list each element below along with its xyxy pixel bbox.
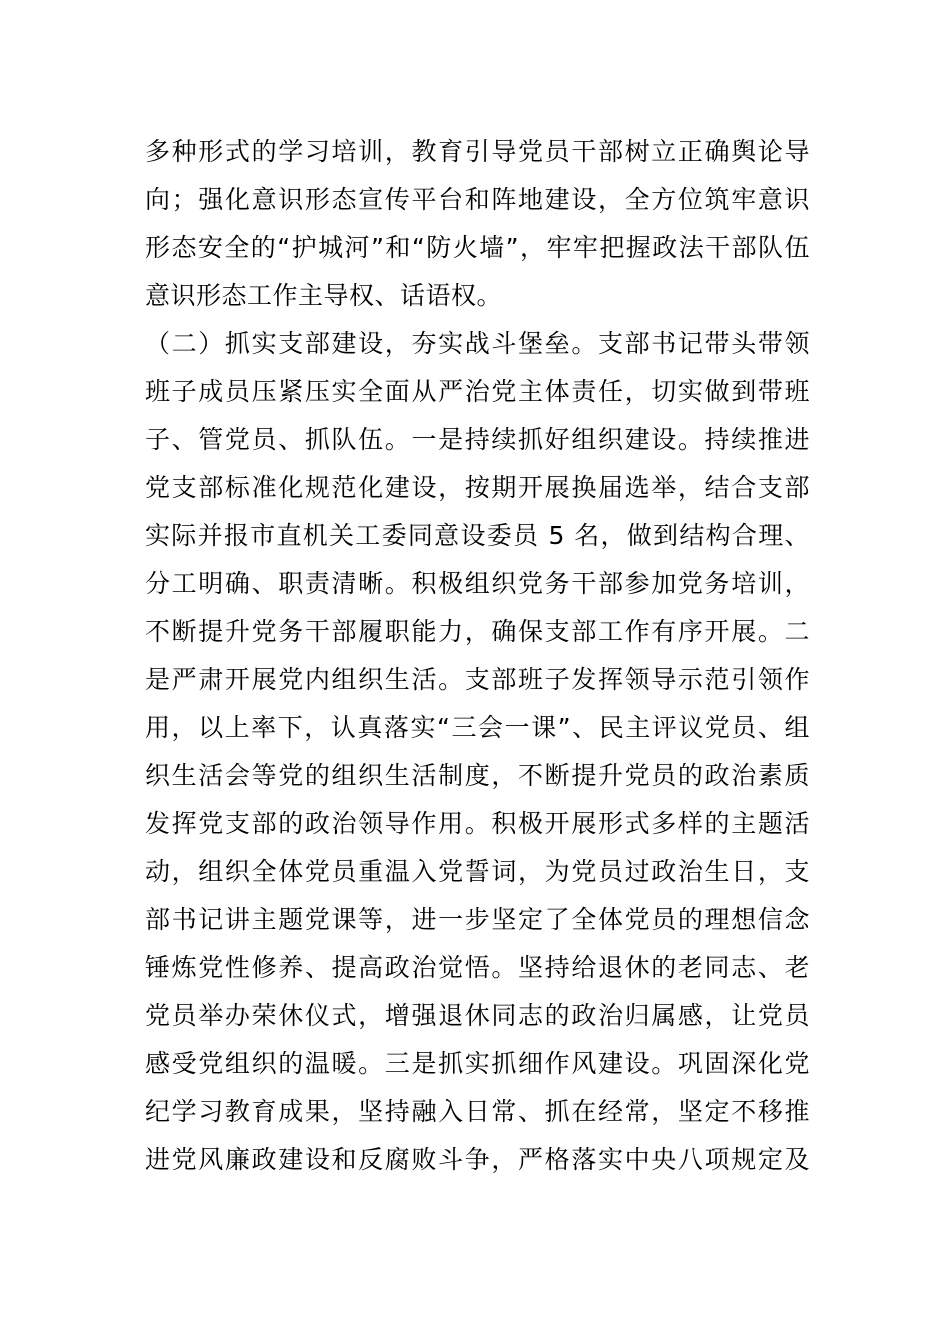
text-line: 多种形式的学习培训，教育引导党员干部树立正确舆论导 [145,137,810,166]
body-text [145,128,810,1184]
text-line: 党员举办荣休仪式，增强退休同志的政治归属感，让党员 [145,1001,810,1030]
text-line: 班子成员压紧压实全面从严治党主体责任，切实做到带班 [145,377,810,406]
text-line: 子、管党员、抓队伍。一是持续抓好组织建设。持续推进 [145,425,810,454]
text-line: 是严肃开展党内组织生活。支部班子发挥领导示范引领作 [145,665,810,694]
text-line: 向；强化意识形态宣传平台和阵地建设，全方位筑牢意识 [145,185,810,214]
text-line: 分工明确、职责清晰。积极组织党务干部参加党务培训， [145,569,810,598]
text-line: 织生活会等党的组织生活制度，不断提升党员的政治素质 [145,761,810,790]
text-line: 感受党组织的温暖。三是抓实抓细作风建设。巩固深化党 [145,1049,810,1078]
text-line: 不断提升党务干部履职能力，确保支部工作有序开展。二 [145,617,810,646]
text-line: 锤炼党性修养、提高政治觉悟。坚持给退休的老同志、老 [145,953,810,982]
text-line: 发挥党支部的政治领导作用。积极开展形式多样的主题活 [145,809,810,838]
text-line: 动，组织全体党员重温入党誓词，为党员过政治生日，支 [145,857,810,886]
text-line: 党支部标准化规范化建设，按期开展换届选举，结合支部 [145,473,810,502]
text-line: 用，以上率下，认真落实“三会一课”、民主评议党员、组 [145,713,810,742]
text-line: （二）抓实支部建设，夯实战斗堡垒。支部书记带头带领 [145,329,810,358]
text-line: 意识形态工作主导权、话语权。 [145,281,503,310]
text-line: 进党风廉政建设和反腐败斗争，严格落实中央八项规定及 [145,1145,810,1174]
text-line: 实际并报市直机关工委同意设委员 5 名，做到结构合理、 [145,521,810,550]
text-line: 部书记讲主题党课等，进一步坚定了全体党员的理想信念 [145,905,810,934]
text-line: 形态安全的“护城河”和“防火墙”，牢牢把握政法干部队伍 [145,233,810,262]
text-line: 纪学习教育成果，坚持融入日常、抓在经常，坚定不移推 [145,1097,810,1126]
